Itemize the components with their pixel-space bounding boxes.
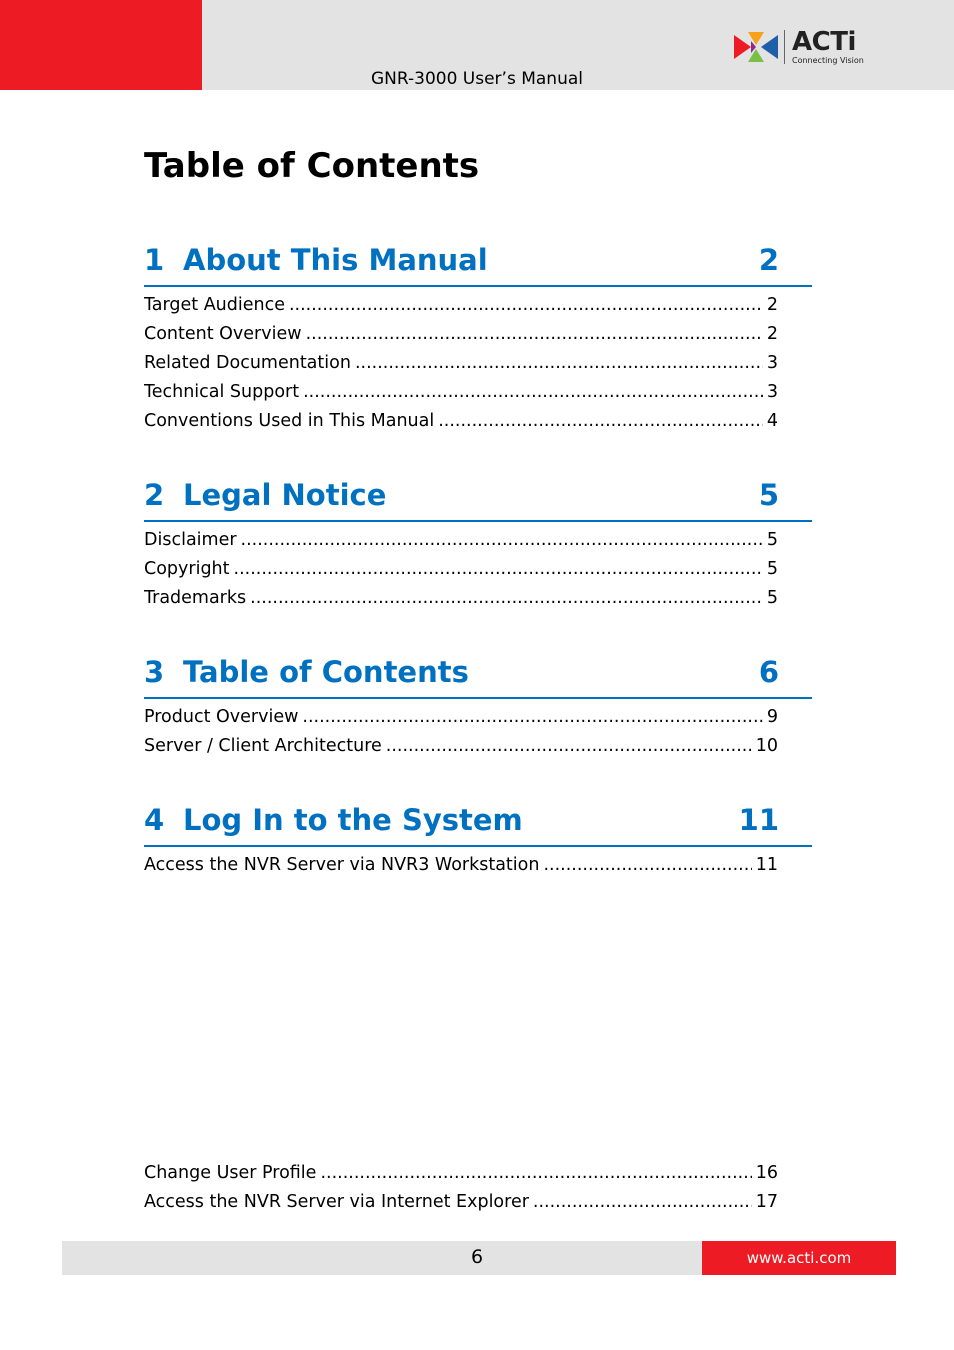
toc-entry-label: Product Overview xyxy=(144,707,299,727)
dot-leader xyxy=(543,851,751,880)
section-number: 2 xyxy=(144,478,165,512)
section-number: 1 xyxy=(144,243,165,277)
section-title: About This Manual xyxy=(183,243,488,277)
toc-entry-page: 10 xyxy=(755,736,778,756)
section-page: 11 xyxy=(738,803,779,837)
toc-entry-label: Disclaimer xyxy=(144,530,237,550)
toc-entry-label: Technical Support xyxy=(144,382,300,402)
toc-entry-page: 17 xyxy=(755,1192,778,1212)
dot-leader xyxy=(234,555,763,584)
section-heading[interactable] xyxy=(144,797,812,847)
toc-entry[interactable] xyxy=(144,555,778,584)
dot-leader xyxy=(250,584,763,613)
toc-entry-label: Conventions Used in This Manual xyxy=(144,411,435,431)
toc-entry-label: Change User Profile xyxy=(144,1163,317,1183)
toc-entry-list xyxy=(144,287,778,436)
toc-entry-page: 5 xyxy=(766,559,778,579)
toc-entry-page: 11 xyxy=(755,855,778,875)
toc-entry-list xyxy=(144,1155,778,1217)
toc-entry-page: 3 xyxy=(766,353,778,373)
toc-entry-label: Related Documentation xyxy=(144,353,351,373)
toc-entry[interactable] xyxy=(144,732,778,761)
dot-leader xyxy=(438,407,763,436)
toc-entry-page: 5 xyxy=(766,530,778,550)
toc-entry-label: Content Overview xyxy=(144,324,302,344)
dot-leader xyxy=(241,526,763,555)
toc-entry[interactable] xyxy=(144,1188,778,1217)
logo-wordmark: ACTi xyxy=(792,27,856,57)
acti-logo xyxy=(734,27,874,66)
dot-leader xyxy=(320,1159,751,1188)
toc-entry-page: 2 xyxy=(766,295,778,315)
acti-logo-icon xyxy=(734,32,778,62)
manual-title: GNR-3000 User’s Manual xyxy=(370,69,583,89)
section-page: 5 xyxy=(758,478,779,512)
toc-entry[interactable] xyxy=(144,851,778,880)
toc-entry[interactable] xyxy=(144,1159,778,1188)
dot-leader xyxy=(289,291,763,320)
section-heading[interactable] xyxy=(144,472,812,522)
section-number: 4 xyxy=(144,803,165,837)
toc-entry[interactable] xyxy=(144,349,778,378)
section-page: 2 xyxy=(758,243,779,277)
toc-entry-page: 4 xyxy=(766,411,778,431)
section-title: Legal Notice xyxy=(183,478,387,512)
toc-entry-label: Trademarks xyxy=(144,588,247,608)
toc-entry[interactable] xyxy=(144,703,778,732)
toc-section-1 xyxy=(144,237,812,436)
toc-entry-list xyxy=(144,847,778,880)
toc-entry[interactable] xyxy=(144,407,778,436)
page-number: 6 xyxy=(470,1246,484,1268)
toc-entry[interactable] xyxy=(144,584,778,613)
toc-entry-page: 9 xyxy=(766,707,778,727)
toc-entry-list xyxy=(144,699,778,761)
dot-leader xyxy=(533,1188,752,1217)
toc-section-2 xyxy=(144,472,812,613)
section-title: Log In to the System xyxy=(183,803,523,837)
section-page: 6 xyxy=(758,655,779,689)
page-title: Table of Contents xyxy=(144,146,480,186)
toc-entry-page: 16 xyxy=(755,1163,778,1183)
dot-leader xyxy=(303,378,763,407)
toc-entry[interactable] xyxy=(144,526,778,555)
toc-entry-page: 3 xyxy=(766,382,778,402)
logo-divider xyxy=(784,30,785,64)
toc-entry-page: 2 xyxy=(766,324,778,344)
dot-leader xyxy=(306,320,763,349)
toc-entry-list xyxy=(144,522,778,613)
toc-entry[interactable] xyxy=(144,320,778,349)
toc-entry-label: Copyright xyxy=(144,559,230,579)
toc-entry[interactable] xyxy=(144,291,778,320)
dot-leader xyxy=(355,349,763,378)
toc-entry-label: Server / Client Architecture xyxy=(144,736,382,756)
toc-entry-label: Target Audience xyxy=(144,295,285,315)
toc-extra-entries xyxy=(144,1155,778,1217)
website-link[interactable]: www.acti.com xyxy=(746,1249,852,1267)
toc-entry[interactable] xyxy=(144,378,778,407)
section-heading[interactable] xyxy=(144,649,812,699)
section-title: Table of Contents xyxy=(183,655,469,689)
toc-entry-label: Access the NVR Server via NVR3 Workstation xyxy=(144,855,540,875)
toc-entry-page: 5 xyxy=(766,588,778,608)
section-number: 3 xyxy=(144,655,165,689)
toc-entry-label: Access the NVR Server via Internet Explorer xyxy=(144,1192,529,1212)
toc-section-3 xyxy=(144,649,812,761)
toc-section-4 xyxy=(144,797,812,880)
dot-leader xyxy=(302,703,762,732)
logo-tagline: Connecting Vision xyxy=(792,56,864,65)
section-heading[interactable] xyxy=(144,237,812,287)
dot-leader xyxy=(386,732,752,761)
